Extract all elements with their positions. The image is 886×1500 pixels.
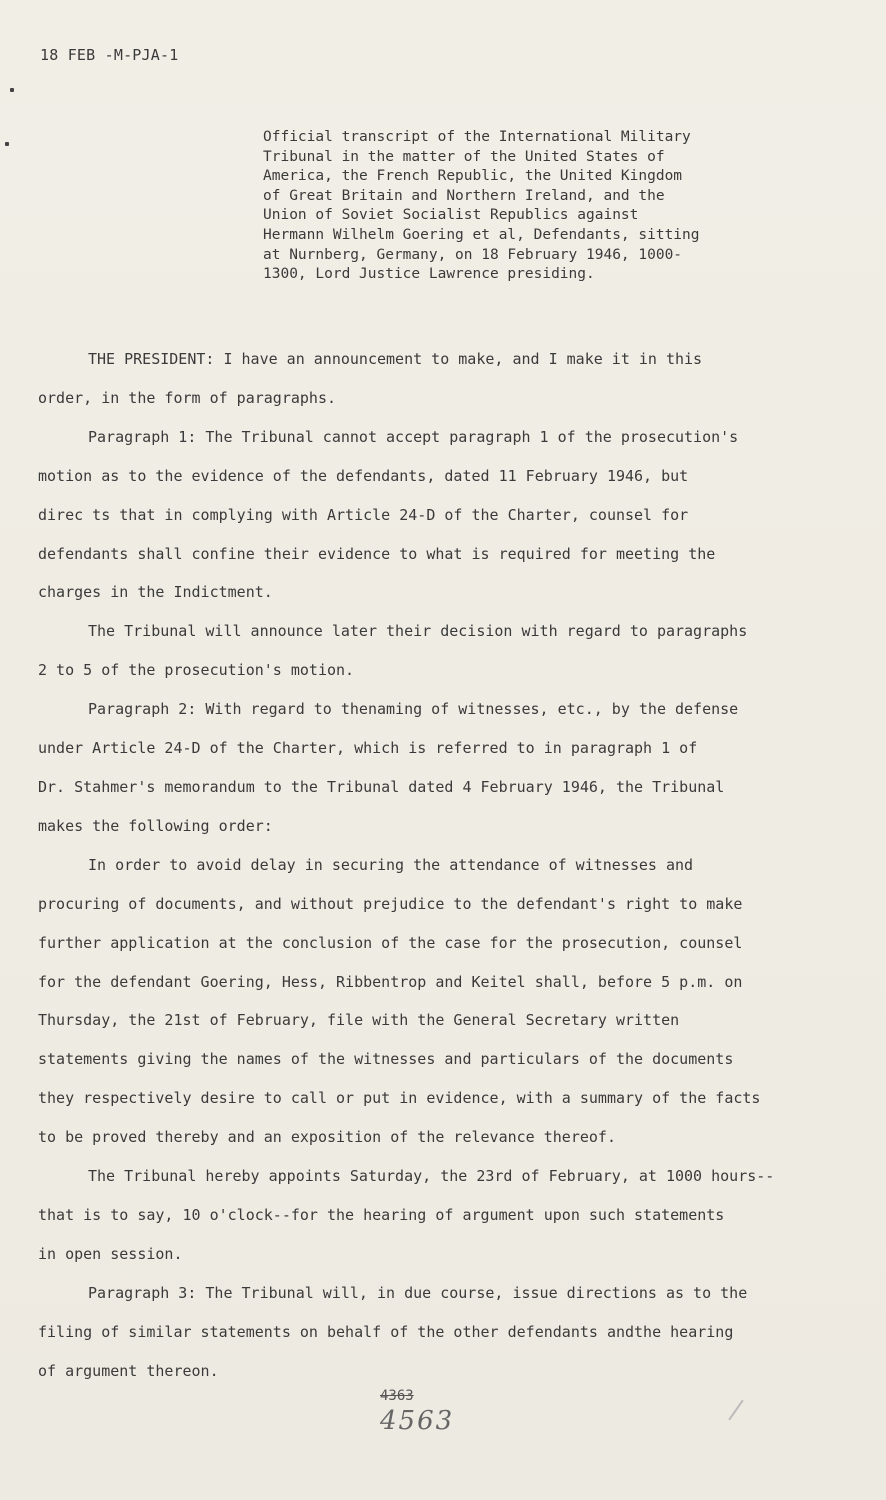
body-line: further application at the conclusion of the case for the prosecution, counsel <box>38 933 743 952</box>
summary-line: Official transcript of the International Military <box>263 129 691 145</box>
summary-line: America, the French Republic, the United Kingdom <box>263 168 683 185</box>
body-line: for the defendant Goering, Hess, Ribbentrop and Keitel shall, before 5 p.m. on <box>38 972 743 991</box>
body-line: Dr. Stahmer's memorandum to the Tribunal dated 4 February 1946, the Tribunal <box>38 777 725 796</box>
body-line: in open session. <box>38 1244 183 1263</box>
handwritten-page-number: 4563 <box>380 1406 455 1436</box>
body-line: under Article 24-D of the Charter, which is referred to in paragraph 1 of <box>38 739 698 758</box>
body-line: order, in the form of paragraphs. <box>38 388 337 407</box>
body-line: Paragraph 3: The Tribunal will, in due course, issue directions as to the <box>88 1283 748 1302</box>
margin-mark <box>10 88 14 92</box>
body-line: charges in the Indictment. <box>38 583 273 602</box>
body-line: of argument thereon. <box>38 1361 219 1380</box>
body-line: defendants shall confine their evidence to what is required for meeting the <box>38 544 716 563</box>
body-line: statements giving the names of the witnesses and particulars of the documents <box>38 1050 734 1069</box>
pencil-mark <box>728 1400 743 1421</box>
transcript-body <box>38 340 838 1390</box>
summary-line: Hermann Wilhelm Goering et al, Defendants, sitting <box>263 226 700 243</box>
margin-mark <box>5 142 9 146</box>
body-line: filing of similar statements on behalf of the other defendants andthe hearing <box>38 1322 734 1341</box>
transcript-summary <box>263 128 783 285</box>
page-number <box>380 1388 414 1404</box>
body-line: to be proved thereby and an exposition of the relevance thereof. <box>38 1128 616 1147</box>
body-line: Paragraph 2: With regard to thenaming of witnesses, etc., by the defense <box>88 700 739 719</box>
summary-line: Tribunal in the matter of the United States of <box>263 148 665 165</box>
body-line: procuring of documents, and without prejudice to the defendant's right to make <box>38 894 743 913</box>
body-line: Paragraph 1: The Tribunal cannot accept paragraph 1 of the prosecution's <box>88 427 739 446</box>
body-line: that is to say, 10 o'clock--for the hearing of argument upon such statements <box>38 1205 725 1224</box>
body-line: THE PRESIDENT: I have an announcement to make, and I make it in this <box>88 350 703 368</box>
document-code: 18 FEB -M-PJA-1 <box>40 46 179 64</box>
body-line: In order to avoid delay in securing the attendance of witnesses and <box>88 855 694 874</box>
body-line: The Tribunal will announce later their decision with regard to paragraphs <box>88 622 748 641</box>
summary-line: of Great Britain and Northern Ireland, and the <box>263 187 665 204</box>
summary-line: Union of Soviet Socialist Republics against <box>263 207 639 224</box>
body-line: direc ts that in complying with Article 24-D of the Charter, counsel for <box>38 505 689 524</box>
summary-line: 1300, Lord Justice Lawrence presiding. <box>263 266 595 283</box>
body-line: The Tribunal hereby appoints Saturday, the 23rd of February, at 1000 hours-- <box>88 1167 775 1186</box>
body-line: Thursday, the 21st of February, file with the General Secretary written <box>38 1011 680 1030</box>
struck-page-number: 4363 <box>380 1388 414 1404</box>
body-line: makes the following order: <box>38 816 273 835</box>
body-line: motion as to the evidence of the defendants, dated 11 February 1946, but <box>38 466 689 485</box>
body-line: they respectively desire to call or put in evidence, with a summary of the facts <box>38 1089 761 1108</box>
body-line: 2 to 5 of the prosecution's motion. <box>38 661 355 680</box>
summary-line: at Nurnberg, Germany, on 18 February 1946, 1000- <box>263 246 683 263</box>
